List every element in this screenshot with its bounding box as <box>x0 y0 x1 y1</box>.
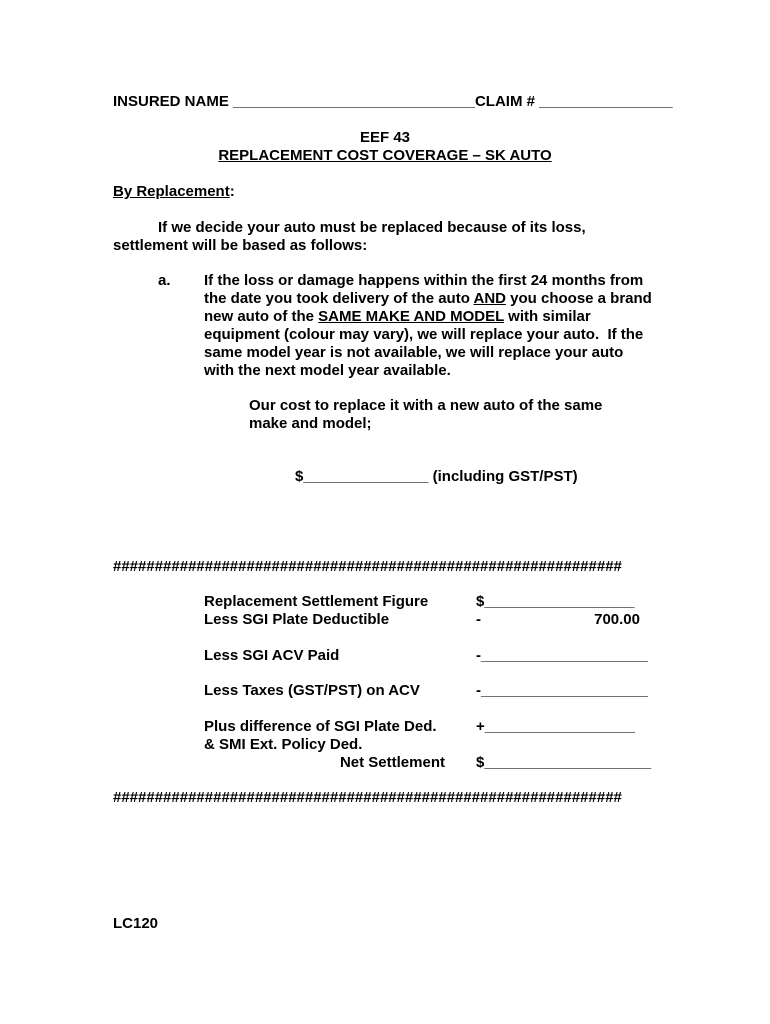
form-code: LC120 <box>113 915 159 932</box>
intro-line-1: If we decide your auto must be replaced because of its loss, <box>158 219 586 236</box>
plate-difference-label: Plus difference of SGI Plate Ded. <box>204 718 437 735</box>
item-a-line-3 <box>204 308 591 326</box>
hash-divider-top: ############################################################# <box>113 558 622 575</box>
acv-paid-label: Less SGI ACV Paid <box>204 647 340 664</box>
plate-deductible-sign: - <box>476 611 481 628</box>
cost-line-1: Our cost to replace it with a new auto of the same <box>249 397 603 414</box>
cost-line-2: make and model; <box>249 415 372 432</box>
taxes-on-acv-field[interactable]: -____________________ <box>476 682 648 699</box>
intro-line-2: settlement will be based as follows: <box>113 237 368 254</box>
section-heading: By Replacement <box>113 183 230 200</box>
item-a-line-2 <box>204 290 652 308</box>
form-number: EEF 43 <box>359 129 411 146</box>
plate-deductible-amount: 700.00 <box>594 611 640 628</box>
and-emphasis: AND <box>473 290 506 307</box>
item-a-line-3-pre: new auto of the <box>204 308 319 325</box>
item-a-line-4: equipment (colour may vary), we will replace your auto. If the <box>204 326 644 343</box>
item-a-line-2-post: you choose a brand <box>505 290 652 307</box>
acv-paid-field[interactable]: -____________________ <box>476 647 648 664</box>
net-settlement-field[interactable]: $____________________ <box>476 754 652 771</box>
item-a-line-3-post: with similar <box>504 308 591 325</box>
claim-blank: ________________ <box>534 93 673 110</box>
taxes-on-acv-label: Less Taxes (GST/PST) on ACV <box>204 682 420 699</box>
smi-policy-ded-label: & SMI Ext. Policy Ded. <box>204 736 363 753</box>
net-settlement-label: Net Settlement <box>339 754 445 771</box>
plate-difference-field[interactable]: +__________________ <box>476 718 635 735</box>
item-a-marker: a. <box>158 272 171 289</box>
claim-label: CLAIM # <box>474 93 535 110</box>
same-make-model-emphasis: SAME MAKE AND MODEL <box>318 308 505 325</box>
replacement-amount-field[interactable]: $_______________ (including GST/PST) <box>295 468 578 485</box>
section-heading-colon: : <box>229 183 235 200</box>
replacement-settlement-label: Replacement Settlement Figure <box>204 593 429 610</box>
item-a-line-6: with the next model year available. <box>204 362 451 379</box>
hash-divider-bottom: ############################################################# <box>113 789 622 806</box>
insured-name-blank: _____________________________ <box>233 93 475 110</box>
plate-deductible-label: Less SGI Plate Deductible <box>204 611 390 628</box>
replacement-settlement-field[interactable]: $__________________ <box>476 593 635 610</box>
item-a-line-2-pre: the date you took delivery of the auto <box>204 290 474 307</box>
item-a-line-1: If the loss or damage happens within the first 24 months from <box>204 272 644 289</box>
form-heading: REPLACEMENT COST COVERAGE – SK AUTO <box>218 147 552 164</box>
form-heading-row <box>0 147 770 165</box>
item-a-line-5: same model year is not available, we will replace your auto <box>204 344 624 361</box>
section-heading-row <box>113 183 235 201</box>
insured-claim-line <box>113 93 673 111</box>
insured-name-label: INSURED NAME <box>113 93 229 110</box>
